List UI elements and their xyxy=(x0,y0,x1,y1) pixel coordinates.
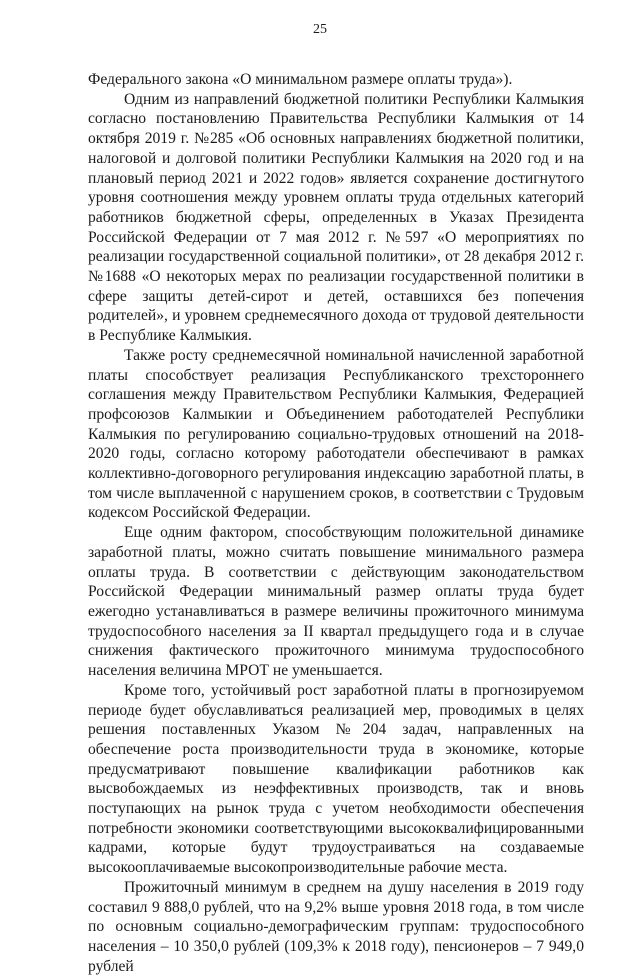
document-body xyxy=(88,70,584,976)
paragraph-tripartite-agreement: Также росту среднемесячной номинальной начисленной заработной платы способствует реализация Республиканского трехстороннего соглашения между Правительством Республики Калмыкия, Федерацией профсоюзов Калмыкии и Объединением работодателей Республики Калмыкия по регулированию социально-трудовых отношений на 2018-2020 годы, согласно которому работодатели обеспечивают в рамках коллективно-договорного регулирования индексацию заработной платы, в том числе выплаченной с нарушением сроков, в соответствии с Трудовым кодексом Российской Федерации. xyxy=(88,346,584,522)
paragraph-subsistence-minimum: Прожиточный минимум в среднем на душу населения в 2019 году составил 9 888,0 рублей, что на 9,2% выше уровня 2018 года, в том числе по основным социально-демографическим группам: трудоспособного населения – 10 350,0 рублей (109,3% к 2018 году), пенсионеров – 7 949,0 рублей xyxy=(88,878,584,975)
page-number: 25 xyxy=(313,22,327,37)
paragraph-continuation: Федерального закона «О минимальном размере оплаты труда»). xyxy=(88,71,513,88)
paragraph-minimum-wage: Еще одним фактором, способствующим положительной динамике заработной платы, можно считать повышение минимального размера оплаты труда. В соответствии с действующим законодательством Российской Федерации минимальный размер оплаты труда будет ежегодно устанавливаться в размере величины прожиточного минимума трудоспособного населения за II квартал предыдущего года и в случае снижения фактического прожиточного минимума трудоспособного населения величина МРОТ не уменьшается. xyxy=(88,524,584,680)
paragraph-budget-policy: Одним из направлений бюджетной политики Республики Калмыкия согласно постановлению Правительства Республики Калмыкия от 14 октября 2019 г. №285 «Об основных направлениях бюджетной политики, налоговой и долговой политики Республики Калмыкия на 2020 год и на плановый период 2021 и 2022 годов» является сохранение достигнутого уровня соотношения между уровнем оплаты труда отдельных категорий работников бюджетной сферы, определенных в Указах Президента Российской Федерации от 7 мая 2012 г. №597 «О мероприятиях по реализации государственной социальной политики», от 28 декабря 2012 г. №1688 «О некоторых мерах по реализации государственной политики в сфере защиты детей-сирот и детей, оставшихся без попечения родителей», и уровнем среднемесячного дохода от трудовой деятельности в Республике Калмыкия. xyxy=(88,90,584,345)
paragraph-productivity: Кроме того, устойчивый рост заработной платы в прогнозируемом периоде будет обуславливаться реализацией мер, проводимых в целях решения поставленных Указом №204 задач, направленных на обеспечение роста производительности труда в экономике, которые предусматривают повышение квалификации работников как высвобождаемых из неэффективных производств, так и вновь поступающих на рынок труда с учетом необходимости обеспечения потребности экономики соответствующими высококвалифицированными кадрами, которые будут трудоустраиваться на создаваемые высокооплачиваемые высокопроизводительные рабочие места. xyxy=(88,681,584,877)
